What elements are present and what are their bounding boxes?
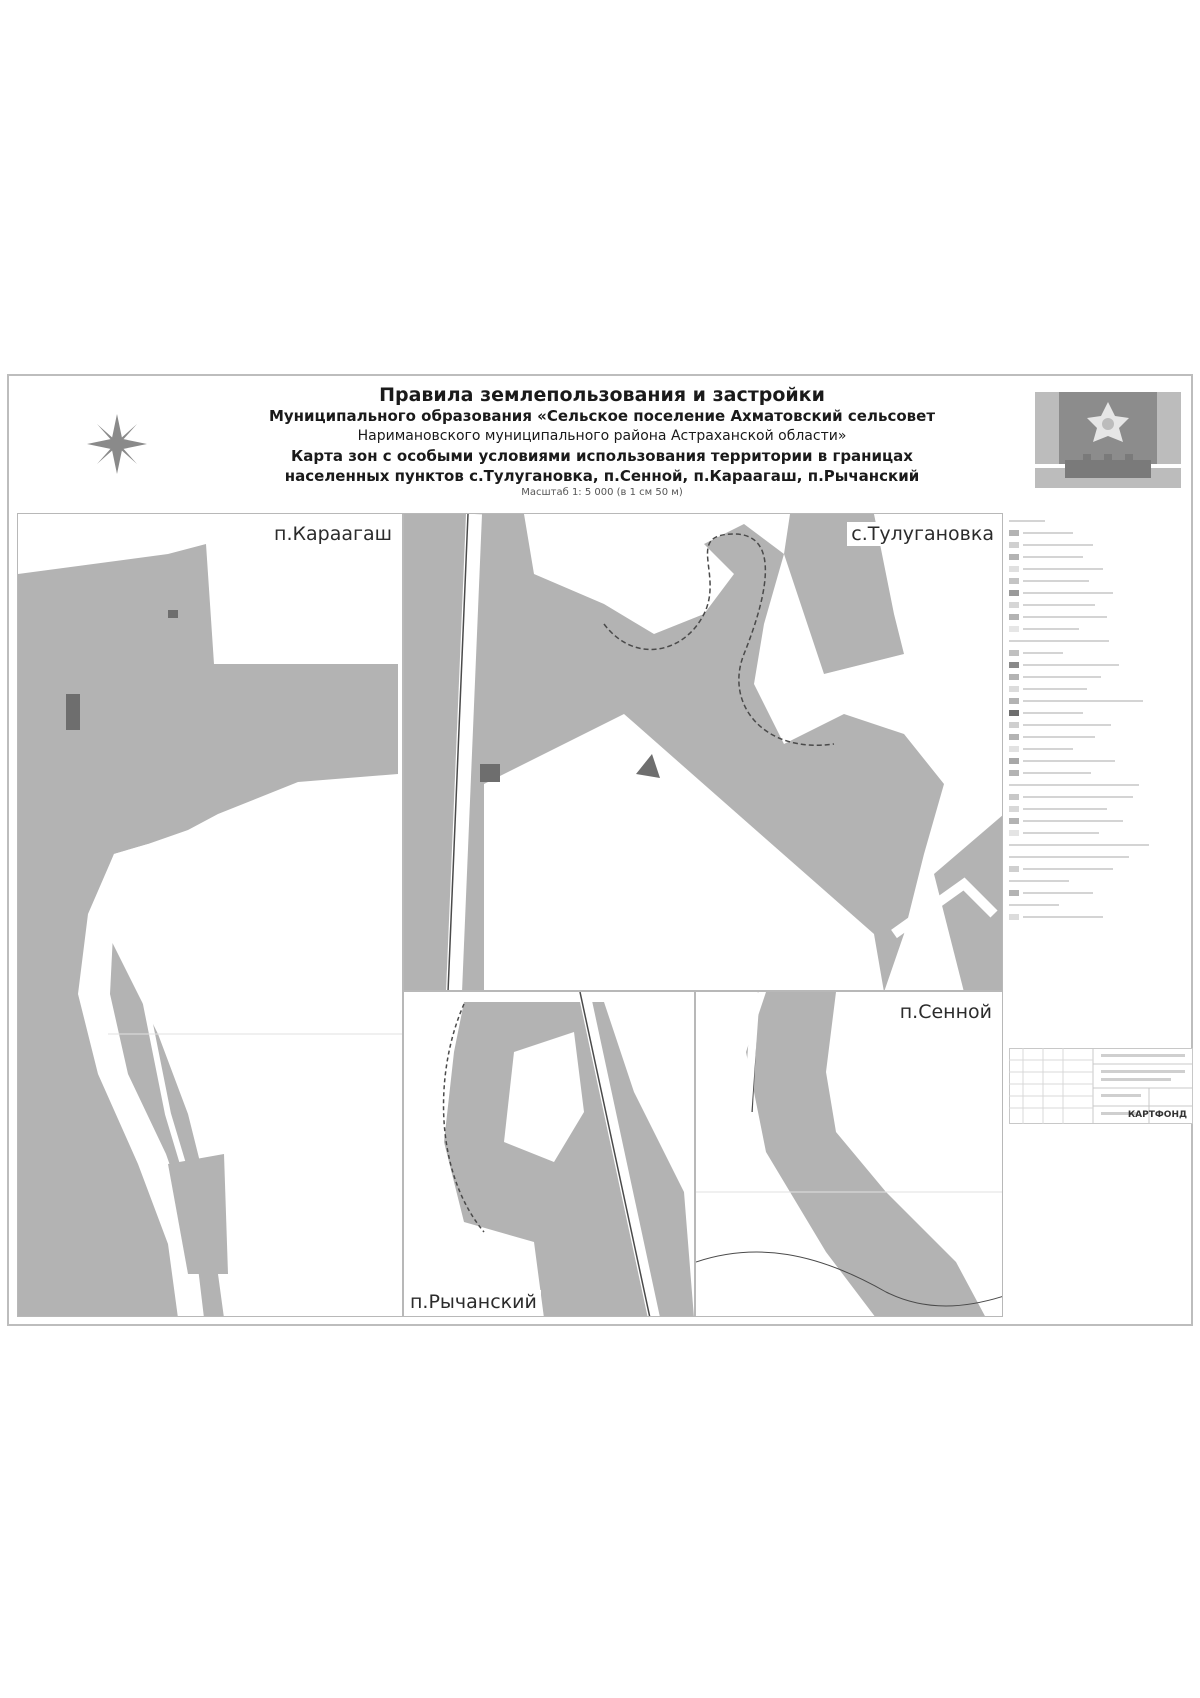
legend-row — [1009, 624, 1189, 634]
panel-label-tuluganovka: с.Тулугановка — [847, 522, 998, 546]
legend-row — [1009, 792, 1189, 802]
title-stamp — [1009, 1048, 1193, 1124]
map-subtitle-zones: Карта зон с особыми условиями использования территории в границах — [291, 447, 913, 465]
legend-row — [1009, 912, 1189, 922]
legend-row — [1009, 732, 1189, 742]
map-subtitle-settlements: населенных пунктов с.Тулугановка, п.Сенной, п.Караагаш, п.Рычанский — [284, 467, 920, 485]
legend-row — [1009, 708, 1189, 718]
panel-label-karaagash: п.Караагаш — [270, 522, 396, 546]
legend-row — [1009, 768, 1189, 778]
legend-row — [1009, 744, 1189, 754]
legend-row — [1009, 564, 1189, 574]
panel-label-rychansky: п.Рычанский — [406, 1290, 541, 1314]
legend-row — [1009, 516, 1189, 526]
map-subtitle-district: Наримановского муниципального района Астраханской области» — [357, 428, 847, 444]
coat-of-arms-icon — [1035, 392, 1181, 488]
map-sheet — [7, 374, 1193, 1326]
compass-rose-icon — [85, 412, 149, 476]
legend-row — [1009, 828, 1189, 838]
legend-row — [1009, 588, 1189, 598]
legend-row — [1009, 864, 1189, 874]
legend-row — [1009, 684, 1189, 694]
legend-row — [1009, 648, 1189, 658]
map-legend — [1009, 516, 1189, 1056]
legend-row — [1009, 540, 1189, 550]
map-title: Правила землепользования и застройки — [379, 384, 825, 406]
legend-row — [1009, 756, 1189, 766]
legend-row — [1009, 780, 1189, 790]
map-panel-tuluganovka[interactable] — [403, 513, 1003, 991]
legend-row — [1009, 660, 1189, 670]
stamp-brand: КАРТФОНД — [1127, 1110, 1187, 1120]
legend-row — [1009, 816, 1189, 826]
panel-label-sennoy: п.Сенной — [896, 1000, 996, 1024]
legend-row — [1009, 600, 1189, 610]
map-panel-sennoy[interactable] — [695, 991, 1003, 1317]
legend-row — [1009, 612, 1189, 622]
legend-row — [1009, 696, 1189, 706]
map-scale: Масштаб 1: 5 000 (в 1 см 50 м) — [521, 487, 683, 498]
map-panel-rychansky[interactable] — [403, 991, 695, 1317]
title-block — [9, 384, 1195, 500]
legend-row — [1009, 576, 1189, 586]
legend-row — [1009, 672, 1189, 682]
legend-row — [1009, 876, 1189, 886]
legend-row — [1009, 840, 1189, 850]
legend-row — [1009, 900, 1189, 910]
map-subtitle-municipality: Муниципального образования «Сельское поселение Ахматовский сельсовет — [268, 407, 936, 425]
legend-row — [1009, 720, 1189, 730]
map-panel-karaagash[interactable] — [17, 513, 403, 1317]
legend-row — [1009, 852, 1189, 862]
legend-row — [1009, 804, 1189, 814]
legend-row — [1009, 528, 1189, 538]
legend-row — [1009, 636, 1189, 646]
legend-row — [1009, 552, 1189, 562]
legend-row — [1009, 888, 1189, 898]
